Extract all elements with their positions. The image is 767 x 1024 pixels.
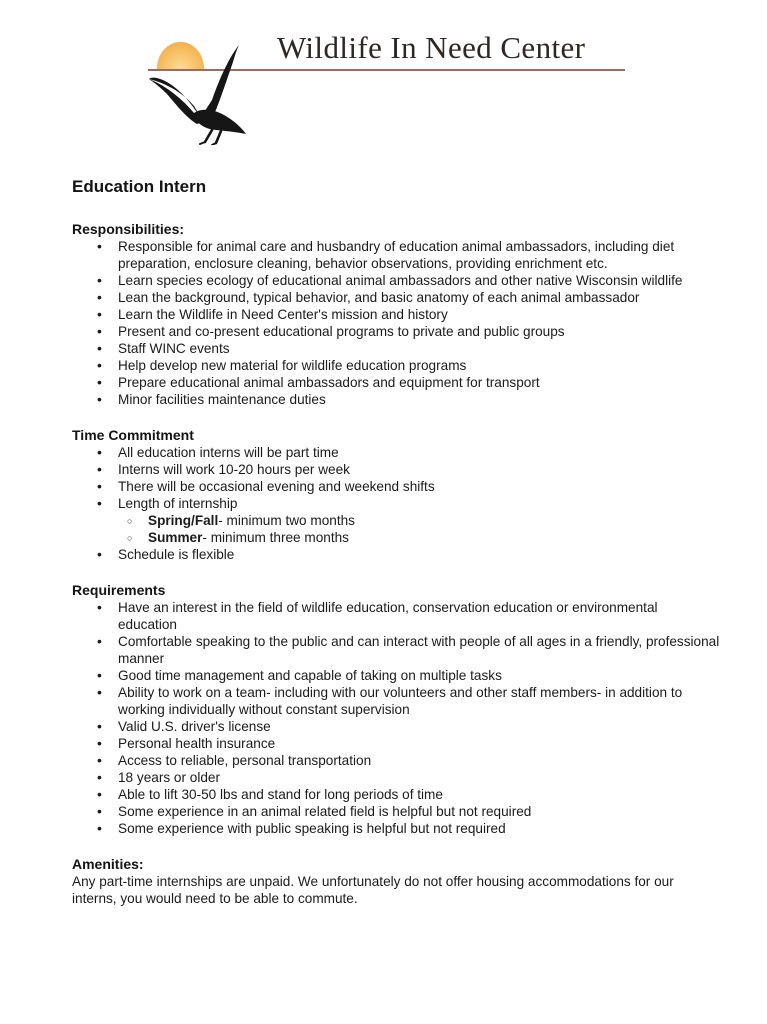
sub-item-bold-label: Summer (148, 530, 203, 545)
list-item: • Good time management and capable of taking on multiple tasks (72, 667, 720, 684)
list-item: • Lean the background, typical behavior, and basic anatomy of each animal ambassador (72, 289, 720, 306)
list-item: • Valid U.S. driver's license (72, 718, 720, 735)
list-item: • Learn species ecology of educational animal ambassadors and other native Wisconsin wildlife (72, 272, 720, 289)
org-name: Wildlife In Need Center (277, 30, 586, 65)
list-item: • Prepare educational animal ambassadors and equipment for transport (72, 374, 720, 391)
winc-logo-header (0, 0, 767, 160)
list-item: • 18 years or older (72, 769, 720, 786)
section-heading: Amenities: (72, 856, 144, 872)
list-item: • Access to reliable, personal transportation (72, 752, 720, 769)
list-item: • Able to lift 30-50 lbs and stand for long periods of time (72, 786, 720, 803)
sub-list-item: ○ Summer- minimum three months (72, 529, 720, 546)
list-item: • Some experience in an animal related field is helpful but not required (72, 803, 720, 820)
list-item: • Ability to work on a team- including with our volunteers and other staff members- in addition to working individually without constant supervision (72, 684, 720, 718)
section-paragraph: Any part-time internships are unpaid. We unfortunately do not offer housing accommodations for our interns, you would need to be able to commute. (72, 874, 674, 906)
list-item: • Schedule is flexible (72, 546, 720, 563)
list-item: • Present and co-present educational programs to private and public groups (72, 323, 720, 340)
list-item: • Interns will work 10-20 hours per week (72, 461, 720, 478)
list-item: • Learn the Wildlife in Need Center's mission and history (72, 306, 720, 323)
list-item: • Staff WINC events (72, 340, 720, 357)
document-content (72, 177, 720, 907)
bullet-list (72, 444, 720, 563)
bullet-list (72, 599, 720, 837)
document-sections (72, 221, 720, 907)
list-item: • Personal health insurance (72, 735, 720, 752)
section-heading: Time Commitment (72, 427, 194, 443)
section-heading: Responsibilities: (72, 221, 185, 237)
list-item: • Some experience with public speaking is helpful but not required (72, 820, 720, 837)
list-item: • Minor facilities maintenance duties (72, 391, 720, 408)
list-item: • Have an interest in the field of wildlife education, conservation education or environmental education (72, 599, 720, 633)
flying-bird-icon (142, 43, 252, 145)
bullet-list (72, 238, 720, 408)
page-title: Education Intern (72, 177, 207, 196)
list-item: • Length of internship (72, 495, 720, 512)
section-heading: Requirements (72, 582, 166, 598)
sub-item-bold-label: Spring/Fall (148, 513, 219, 528)
list-item: • Help develop new material for wildlife education programs (72, 357, 720, 374)
sub-list-item: ○ Spring/Fall- minimum two months (72, 512, 720, 529)
list-item: • Comfortable speaking to the public and can interact with people of all ages in a friendly, professional manner (72, 633, 720, 667)
list-item: • Responsible for animal care and husbandry of education animal ambassadors, including diet preparation, enclosure cleaning, behavior observations, providing enrichment etc. (72, 238, 720, 272)
list-item: • There will be occasional evening and weekend shifts (72, 478, 720, 495)
list-item: • All education interns will be part time (72, 444, 720, 461)
